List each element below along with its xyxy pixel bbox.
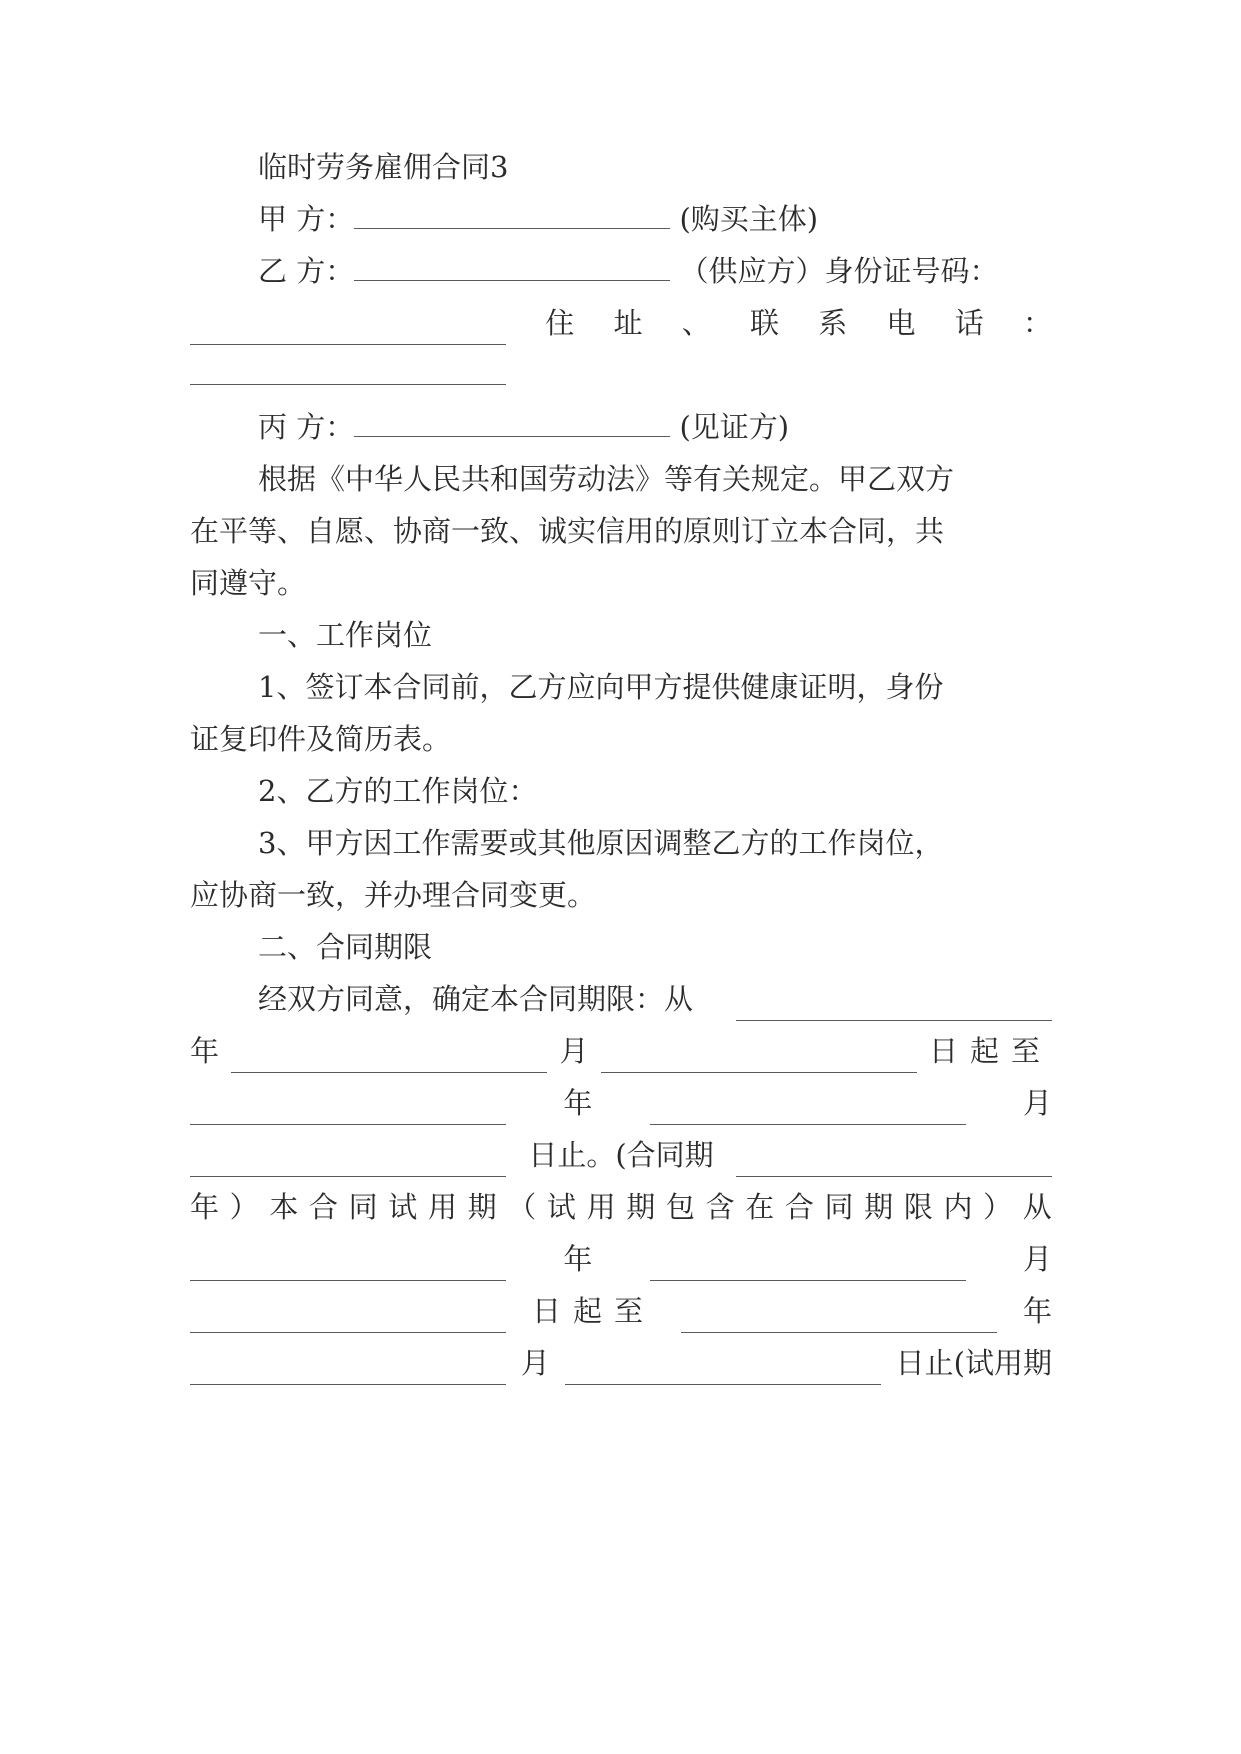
month-label: 月 xyxy=(1022,1242,1052,1276)
trial-char: 用 xyxy=(586,1190,616,1224)
trial-line-4 xyxy=(190,1341,1052,1385)
term-start-day-blank xyxy=(601,1044,917,1073)
trial-char: 期 xyxy=(626,1190,656,1224)
trial-end-year-blank xyxy=(681,1304,997,1333)
term-start-year-blank xyxy=(736,992,1052,1021)
party-c-label: 丙 方： xyxy=(258,410,355,444)
address-char: 系 xyxy=(818,306,848,340)
address-char: 话 xyxy=(954,306,984,340)
term-end-text: 日止。(合同期 xyxy=(528,1138,714,1172)
trial-end-day-blank xyxy=(565,1356,881,1385)
from-to-label: 日起至 xyxy=(928,1034,1052,1068)
trial-char: 合 xyxy=(308,1190,338,1224)
section-1-heading: 一、工作岗位 xyxy=(258,618,433,652)
term-intro-text: 经双方同意，确定本合同期限：从 xyxy=(258,982,694,1016)
address-char: 住 xyxy=(545,306,575,340)
term-years-blank xyxy=(736,1148,1052,1177)
id-number-blank xyxy=(190,316,506,345)
section-1-item-1a: 1、签订本合同前，乙方应向甲方提供健康证明，身份 xyxy=(258,670,944,704)
term-line-4 xyxy=(190,1133,1052,1177)
trial-char: 包 xyxy=(665,1190,695,1224)
trial-char: 合 xyxy=(784,1190,814,1224)
from-to-label: 日起至 xyxy=(531,1294,655,1328)
intro-line-1: 根据《中华人民共和国劳动法》等有关规定。甲乙双方 xyxy=(258,462,955,496)
trial-char: 在 xyxy=(745,1190,775,1224)
trial-char: 含 xyxy=(705,1190,735,1224)
term-line-2 xyxy=(190,1029,1052,1073)
trial-start-year-blank xyxy=(190,1252,506,1281)
term-intro-line xyxy=(190,977,1052,1021)
party-a-blank xyxy=(354,200,670,229)
intro-line-3: 同遵守。 xyxy=(190,566,307,600)
term-end-year-blank xyxy=(190,1096,506,1125)
year-label: 年 xyxy=(563,1242,593,1276)
document-title: 临时劳务雇佣合同3 xyxy=(258,150,509,184)
party-c-blank xyxy=(354,408,670,437)
party-a-note: (购买主体) xyxy=(679,202,819,236)
trial-char: ） xyxy=(229,1190,259,1224)
term-start-month-blank xyxy=(231,1044,547,1073)
term-line-3 xyxy=(190,1081,1052,1125)
trial-char: 从 xyxy=(1022,1190,1052,1224)
trial-line-2 xyxy=(190,1237,1052,1281)
party-a-line xyxy=(190,197,1052,241)
trial-char: 年 xyxy=(190,1190,220,1224)
address-blank-line xyxy=(190,353,1052,397)
trial-char: ） xyxy=(983,1190,1013,1224)
party-c-note: (见证方) xyxy=(679,410,790,444)
term-end-day-blank xyxy=(190,1148,506,1177)
term-end-month-blank xyxy=(650,1096,966,1125)
party-b-line xyxy=(190,249,1052,293)
party-c-line xyxy=(190,405,1052,449)
party-a-label: 甲 方： xyxy=(258,202,355,236)
trial-char: 期 xyxy=(467,1190,497,1224)
trial-char: （ xyxy=(507,1190,537,1224)
trial-char: 期 xyxy=(864,1190,894,1224)
trial-char: 同 xyxy=(348,1190,378,1224)
trial-char: 试 xyxy=(546,1190,576,1224)
party-b-blank xyxy=(354,252,670,281)
address-char: 、 xyxy=(681,306,711,340)
party-b-note: （供应方）身份证号码： xyxy=(679,254,999,288)
section-1-item-1b: 证复印件及简历表。 xyxy=(190,722,452,756)
month-label: 月 xyxy=(520,1346,550,1380)
trial-start-day-blank xyxy=(190,1304,506,1333)
section-2-heading: 二、合同期限 xyxy=(258,930,433,964)
trial-line-3 xyxy=(190,1289,1052,1333)
section-1-item-2: 2、乙方的工作岗位： xyxy=(258,774,538,808)
trial-char: 限 xyxy=(903,1190,933,1224)
party-b-label: 乙 方： xyxy=(258,254,355,288)
trial-end-month-blank xyxy=(190,1356,506,1385)
section-1-item-3a: 3、甲方因工作需要或其他原因调整乙方的工作岗位， xyxy=(258,826,944,860)
trial-char: 内 xyxy=(943,1190,973,1224)
trial-char: 同 xyxy=(824,1190,854,1224)
address-char: 址 xyxy=(613,306,643,340)
address-char: ： xyxy=(1022,306,1052,340)
trial-char: 用 xyxy=(427,1190,457,1224)
party-b-address-line xyxy=(190,301,1052,345)
year-label: 年 xyxy=(1022,1294,1052,1328)
trial-start-month-blank xyxy=(650,1252,966,1281)
month-label: 月 xyxy=(559,1034,589,1068)
trial-char: 试 xyxy=(388,1190,418,1224)
intro-line-2: 在平等、自愿、协商一致、诚实信用的原则订立本合同，共 xyxy=(190,514,945,548)
trial-char: 本 xyxy=(269,1190,299,1224)
year-label: 年 xyxy=(563,1086,593,1120)
year-label: 年 xyxy=(190,1034,220,1068)
address-char: 电 xyxy=(886,306,916,340)
address-blank xyxy=(190,356,506,385)
trial-end-text: 日止(试用期 xyxy=(895,1346,1052,1380)
month-label: 月 xyxy=(1022,1086,1052,1120)
address-char: 联 xyxy=(749,306,779,340)
trial-intro-line xyxy=(190,1185,1052,1229)
section-1-item-3b: 应协商一致，并办理合同变更。 xyxy=(190,878,597,912)
